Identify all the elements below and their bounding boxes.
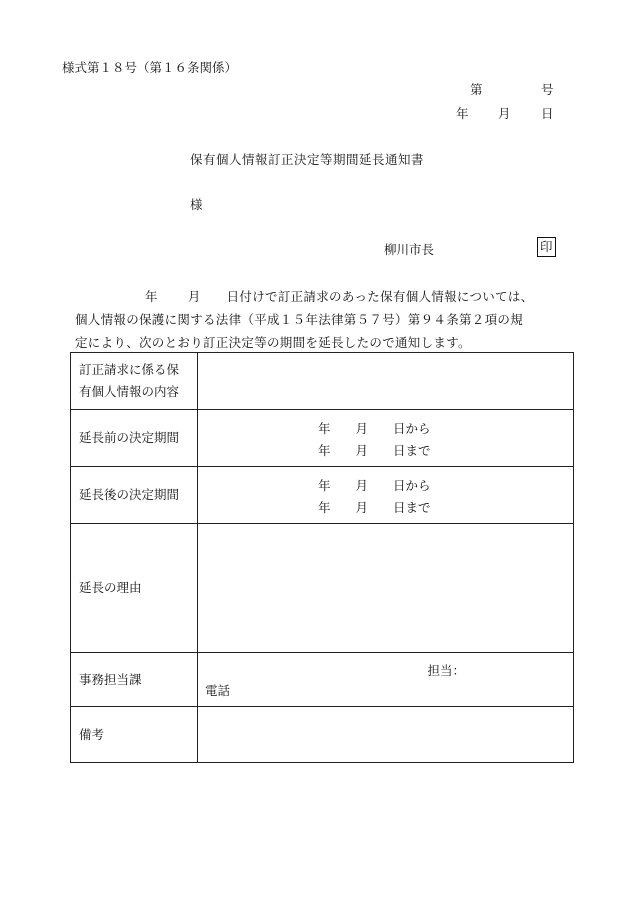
doc-number-dai: 第 <box>470 82 483 97</box>
notice-line-1 <box>75 285 533 308</box>
label-request-content-b: 有個人情報の内容 <box>79 384 180 399</box>
label-department: 事務担当課 <box>71 653 198 707</box>
notice-line-1-rest: 日付けで訂正請求のあった保有個人情報については、 <box>226 289 534 304</box>
table-row <box>71 707 574 763</box>
value-request-content <box>198 353 574 410</box>
period-after-from: 年 月 日から <box>318 478 431 493</box>
table-row <box>71 653 574 707</box>
label-period-before: 延長前の決定期間 <box>71 410 198 467</box>
form-number: 様式第１８号（第１６条関係） <box>62 60 238 75</box>
date-day: 日 <box>541 106 554 121</box>
label-reason: 延長の理由 <box>71 524 198 653</box>
contact-person-label: 担当： <box>427 663 465 678</box>
document-title: 保有個人情報訂正決定等期間延長通知書 <box>190 152 425 167</box>
notice-line-3: 定により、次のとおり訂正決定等の期間を延長したので通知します。 <box>75 335 471 350</box>
value-reason <box>198 524 574 653</box>
value-department <box>198 653 574 707</box>
notice-body <box>75 285 533 354</box>
table-row <box>71 410 574 467</box>
value-period-after <box>198 467 574 524</box>
table-row <box>71 524 574 653</box>
notice-table <box>70 352 574 763</box>
label-request-content <box>71 353 198 410</box>
label-request-content-a: 訂正請求に係る保 <box>79 362 180 377</box>
notice-line-2: 個人情報の保護に関する法律（平成１５年法律第５７号）第９４条第２項の規 <box>75 312 524 327</box>
phone-label: 電話 <box>205 683 231 698</box>
label-remarks: 備考 <box>71 707 198 763</box>
notice-year: 年 <box>145 289 158 304</box>
table-row <box>71 467 574 524</box>
notice-month: 月 <box>187 289 201 304</box>
issuer-name: 柳川市長 <box>384 242 435 257</box>
doc-number-go: 号 <box>541 82 554 97</box>
table-row <box>71 353 574 410</box>
period-after-to: 年 月 日まで <box>318 500 431 515</box>
seal-mark: 印 <box>537 237 556 257</box>
value-period-before <box>198 410 574 467</box>
date-year: 年 <box>456 106 469 121</box>
date-month: 月 <box>498 106 511 121</box>
label-period-after: 延長後の決定期間 <box>71 467 198 524</box>
period-before-to: 年 月 日まで <box>318 443 431 458</box>
value-remarks <box>198 707 574 763</box>
period-before-from: 年 月 日から <box>318 421 431 436</box>
addressee-suffix: 様 <box>190 197 203 212</box>
